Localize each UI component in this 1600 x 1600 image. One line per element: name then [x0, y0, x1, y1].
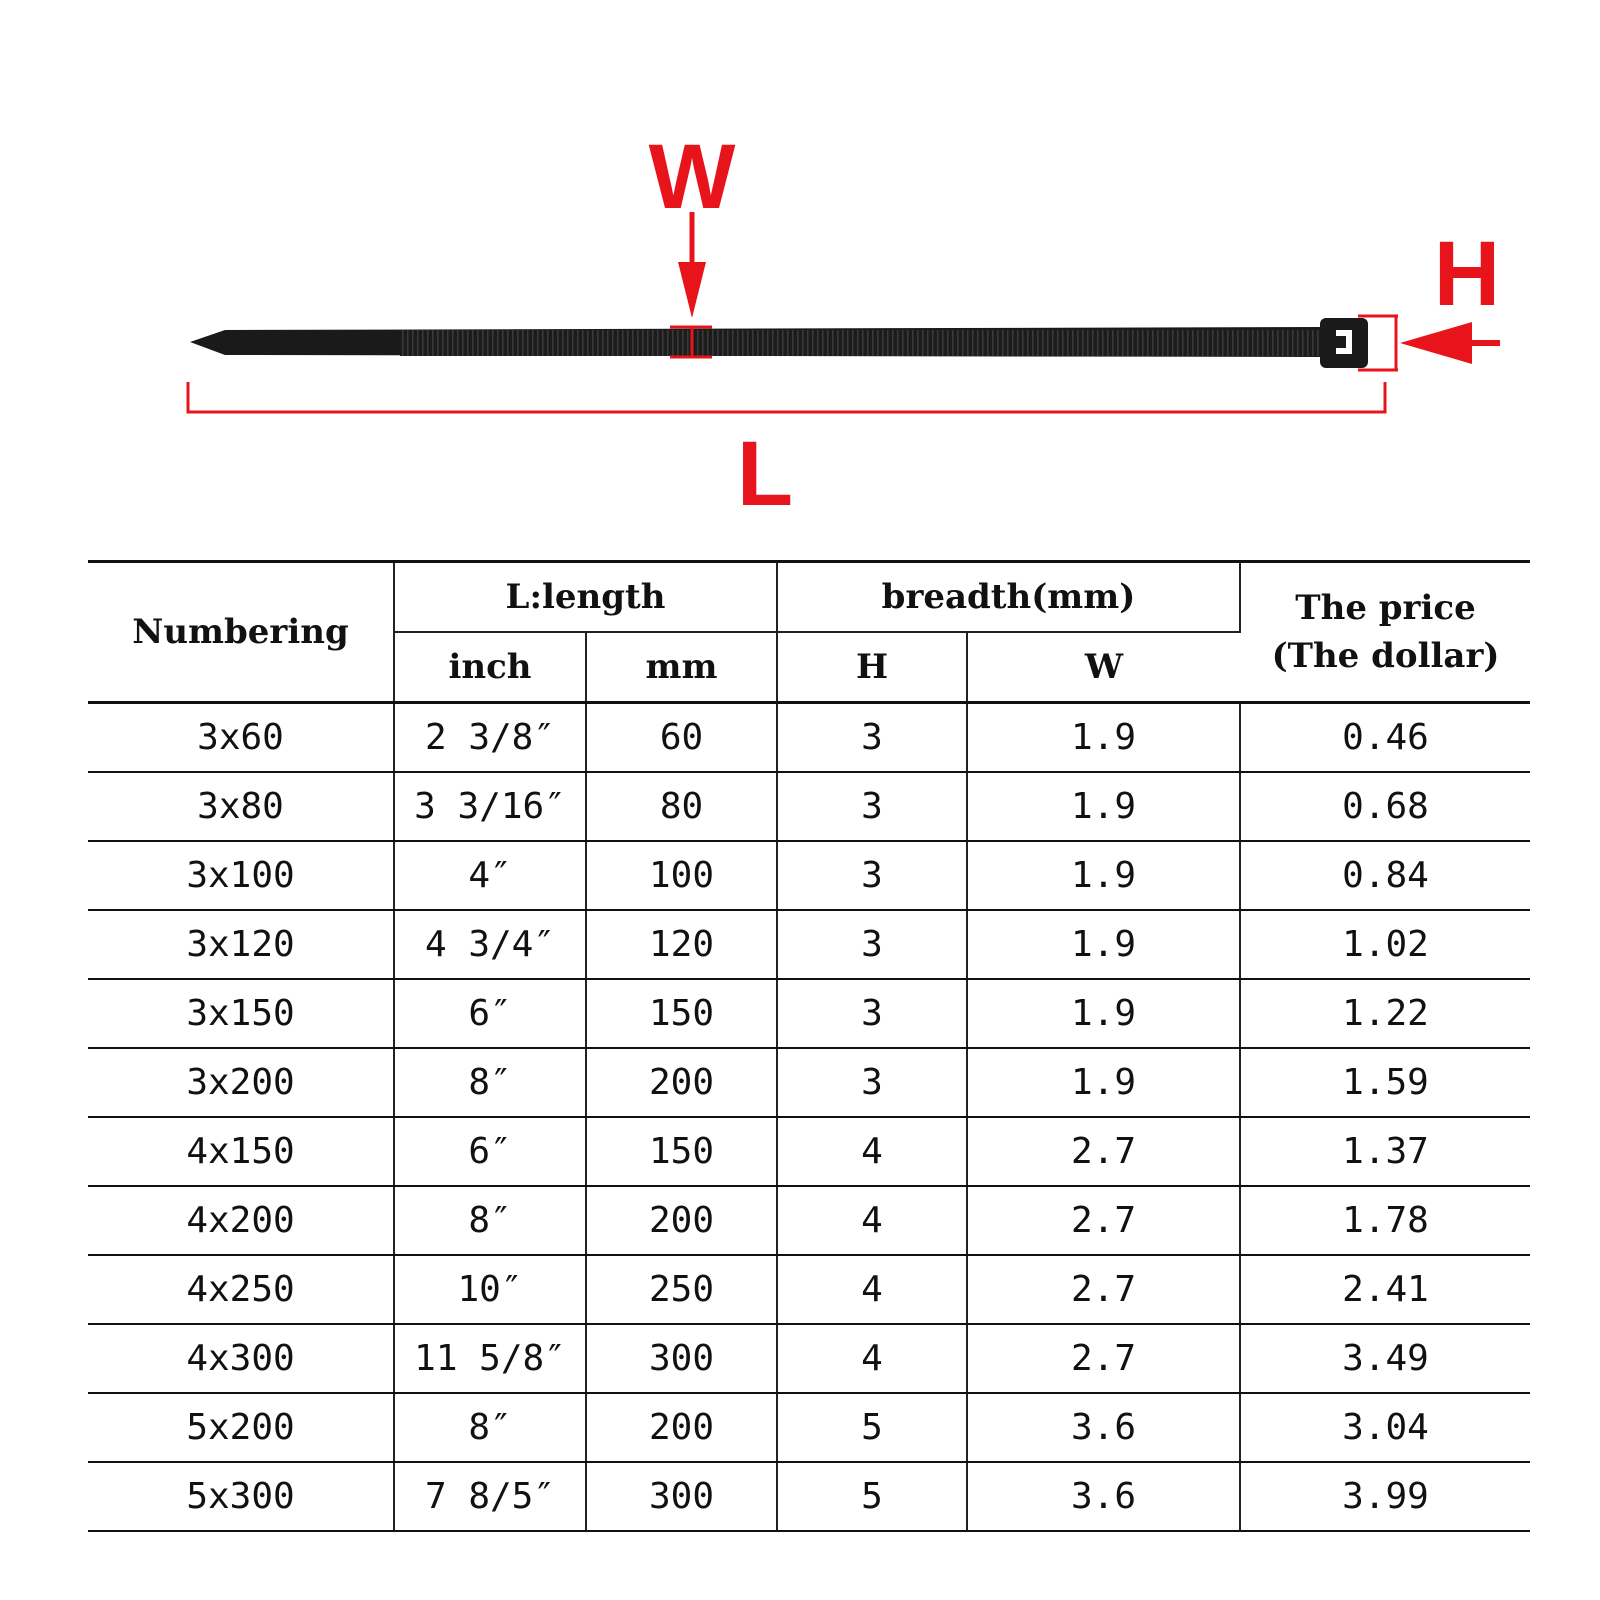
cell-price: 1.37 — [1240, 1117, 1530, 1186]
cell-numbering: 4x200 — [88, 1186, 394, 1255]
table-row — [88, 1048, 1530, 1117]
cell-mm: 100 — [586, 841, 777, 910]
cell-h: 4 — [777, 1255, 967, 1324]
cell-price: 1.22 — [1240, 979, 1530, 1048]
table-row — [88, 1186, 1530, 1255]
cell-numbering: 3x80 — [88, 772, 394, 841]
height-indicator — [1358, 223, 1500, 370]
cell-inch: 11 5/8″ — [394, 1324, 586, 1393]
header-numbering: Numbering — [88, 562, 394, 703]
cell-w: 3.6 — [967, 1462, 1240, 1531]
cell-w: 2.7 — [967, 1255, 1240, 1324]
cell-inch: 8″ — [394, 1393, 586, 1462]
cell-h: 4 — [777, 1117, 967, 1186]
cell-w: 1.9 — [967, 703, 1240, 773]
cell-numbering: 3x200 — [88, 1048, 394, 1117]
table-row — [88, 772, 1530, 841]
table-row — [88, 1393, 1530, 1462]
cell-w: 1.9 — [967, 910, 1240, 979]
cell-w: 3.6 — [967, 1393, 1240, 1462]
cell-w: 1.9 — [967, 1048, 1240, 1117]
cell-h: 5 — [777, 1393, 967, 1462]
cell-price: 1.59 — [1240, 1048, 1530, 1117]
cell-h: 3 — [777, 979, 967, 1048]
spec-table — [88, 560, 1530, 1532]
cell-numbering: 4x150 — [88, 1117, 394, 1186]
length-indicator — [188, 382, 1385, 525]
cell-price: 2.41 — [1240, 1255, 1530, 1324]
header-mm: mm — [586, 632, 777, 703]
cell-inch: 10″ — [394, 1255, 586, 1324]
cell-h: 3 — [777, 703, 967, 773]
cell-mm: 200 — [586, 1393, 777, 1462]
table-row — [88, 1462, 1530, 1531]
header-w: W — [967, 632, 1240, 703]
cable-tie — [190, 318, 1368, 368]
header-price — [1240, 562, 1530, 703]
cell-mm: 80 — [586, 772, 777, 841]
header-price-line2: (The dollar) — [1271, 636, 1500, 676]
cell-h: 3 — [777, 772, 967, 841]
cell-h: 3 — [777, 1048, 967, 1117]
cell-inch: 7 8/5″ — [394, 1462, 586, 1531]
width-indicator — [649, 126, 736, 357]
table-row — [88, 910, 1530, 979]
length-label: L — [736, 423, 794, 525]
cell-w: 2.7 — [967, 1186, 1240, 1255]
cell-price: 0.46 — [1240, 703, 1530, 773]
cell-inch: 2 3/8″ — [394, 703, 586, 773]
table-row — [88, 979, 1530, 1048]
cell-price: 1.78 — [1240, 1186, 1530, 1255]
cell-w: 2.7 — [967, 1117, 1240, 1186]
header-row-1 — [88, 562, 1530, 633]
table-row — [88, 1324, 1530, 1393]
cell-mm: 300 — [586, 1462, 777, 1531]
cell-numbering: 3x120 — [88, 910, 394, 979]
cell-price: 0.84 — [1240, 841, 1530, 910]
cell-mm: 300 — [586, 1324, 777, 1393]
cell-mm: 200 — [586, 1048, 777, 1117]
cell-inch: 6″ — [394, 979, 586, 1048]
cell-w: 1.9 — [967, 979, 1240, 1048]
cell-numbering: 4x300 — [88, 1324, 394, 1393]
cell-w: 1.9 — [967, 841, 1240, 910]
cell-mm: 250 — [586, 1255, 777, 1324]
cell-price: 3.99 — [1240, 1462, 1530, 1531]
cell-mm: 150 — [586, 1117, 777, 1186]
cell-numbering: 3x60 — [88, 703, 394, 773]
cell-h: 5 — [777, 1462, 967, 1531]
table-row — [88, 703, 1530, 773]
cell-inch: 8″ — [394, 1048, 586, 1117]
height-label: H — [1433, 223, 1501, 325]
cell-numbering: 4x250 — [88, 1255, 394, 1324]
header-inch: inch — [394, 632, 586, 703]
cell-h: 4 — [777, 1324, 967, 1393]
header-breadth-group: breadth(mm) — [777, 562, 1240, 633]
cell-h: 4 — [777, 1186, 967, 1255]
cell-inch: 4″ — [394, 841, 586, 910]
header-h: H — [777, 632, 967, 703]
cell-mm: 200 — [586, 1186, 777, 1255]
cell-mm: 60 — [586, 703, 777, 773]
cable-tie-diagram — [0, 0, 1600, 540]
table-row — [88, 841, 1530, 910]
cell-price: 0.68 — [1240, 772, 1530, 841]
cell-h: 3 — [777, 910, 967, 979]
cell-numbering: 5x200 — [88, 1393, 394, 1462]
header-price-line1: The price — [1295, 588, 1476, 628]
cell-numbering: 3x100 — [88, 841, 394, 910]
table-row — [88, 1117, 1530, 1186]
cell-inch: 4 3/4″ — [394, 910, 586, 979]
cell-price: 3.49 — [1240, 1324, 1530, 1393]
cell-inch: 6″ — [394, 1117, 586, 1186]
cell-inch: 3 3/16″ — [394, 772, 586, 841]
header-length-group: L:length — [394, 562, 777, 633]
cell-mm: 120 — [586, 910, 777, 979]
width-label: W — [648, 126, 736, 228]
cell-numbering: 5x300 — [88, 1462, 394, 1531]
table-row — [88, 1255, 1530, 1324]
cell-numbering: 3x150 — [88, 979, 394, 1048]
cell-price: 3.04 — [1240, 1393, 1530, 1462]
cell-w: 1.9 — [967, 772, 1240, 841]
cell-price: 1.02 — [1240, 910, 1530, 979]
cell-h: 3 — [777, 841, 967, 910]
cell-w: 2.7 — [967, 1324, 1240, 1393]
cell-mm: 150 — [586, 979, 777, 1048]
cell-inch: 8″ — [394, 1186, 586, 1255]
